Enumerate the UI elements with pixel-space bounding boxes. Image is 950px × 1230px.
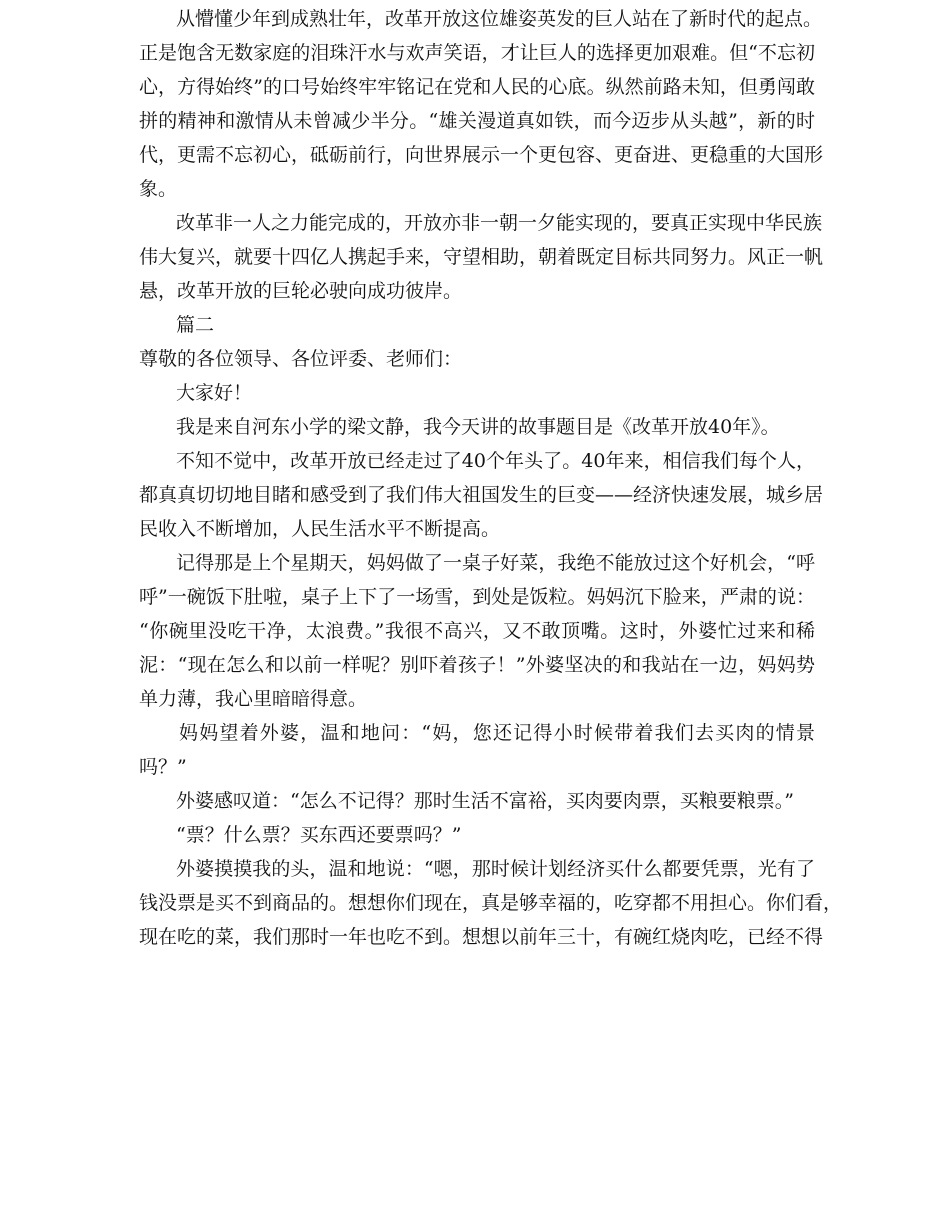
text-line: 从懵懂少年到成熟壮年，改革开放这位雄姿英发的巨人站在了新时代的起点。: [176, 8, 823, 30]
text-line: 大家好！: [176, 382, 253, 404]
text-line: “票？什么票？买东西还要票吗？”: [176, 824, 462, 846]
text-line: 不知不觉中，改革开放已经走过了40个年头了。40年来，相信我们每个人，: [176, 450, 815, 472]
text-line: 伟大复兴，就要十四亿人携起手来，守望相助，朝着既定目标共同努力。风正一帆: [139, 246, 824, 268]
text-line: 改革非一人之力能完成的，开放亦非一朝一夕能实现的，要真正实现中华民族: [176, 212, 823, 234]
text-line: 钱没票是买不到商品的。想想你们现在，真是够幸福的，吃穿都不用担心。你们看，: [139, 892, 843, 914]
text-line: 尊敬的各位领导、各位评委、老师们：: [139, 348, 463, 370]
text-line: 民收入不断增加，人民生活水平不断提高。: [139, 518, 501, 540]
text-line: 正是饱含无数家庭的泪珠汗水与欢声笑语，才让巨人的选择更加艰难。但“不忘初: [139, 42, 815, 64]
text-line: 外婆摸摸我的头，温和地说：“嗯，那时候计划经济买什么都要凭票，光有了: [176, 858, 815, 880]
text-line: 外婆感叹道：“怎么不记得？那时生活不富裕，买肉要肉票，买粮要粮票。”: [176, 790, 794, 812]
text-line: 都真真切切地目睹和感受到了我们伟大祖国发生的巨变——经济快速发展，城乡居: [139, 484, 824, 506]
text-line: 吗？”: [139, 756, 187, 778]
text-line: 单力薄，我心里暗暗得意。: [139, 688, 368, 710]
text-line: 象。: [139, 178, 178, 200]
text-line: 代，更需不忘初心，砥砺前行，向世界展示一个更包容、更奋进、更稳重的大国形: [139, 144, 824, 166]
text-line: 我是来自河东小学的梁文静，我今天讲的故事题目是《改革开放40年》。: [176, 416, 780, 438]
text-line: 妈妈望着外婆，温和地问：“妈，您还记得小时候带着我们去买肉的情景: [179, 722, 815, 744]
text-line: 现在吃的菜，我们那时一年也吃不到。想想以前年三十，有碗红烧肉吃，已经不得: [139, 926, 824, 948]
text-line: 心，方得始终”的口号始终牢牢铭记在党和人民的心底。纵然前路未知，但勇闯敢: [139, 76, 815, 98]
text-line: 悬，改革开放的巨轮必驶向成功彼岸。: [139, 280, 463, 302]
text-line: 泥：“现在怎么和以前一样呢？别吓着孩子！”外婆坚决的和我站在一边，妈妈势: [139, 654, 815, 676]
text-line: “你碗里没吃干净，太浪费。”我很不高兴，又不敢顶嘴。这时，外婆忙过来和稀: [139, 620, 815, 642]
text-line: 拼的精神和激情从未曾减少半分。“雄关漫道真如铁，而今迈步从头越”，新的时: [139, 110, 815, 132]
text-line: 记得那是上个星期天，妈妈做了一桌子好菜，我绝不能放过这个好机会，“呼: [176, 552, 815, 574]
document-body: [139, 3, 843, 955]
text-line: 呼”一碗饭下肚啦，桌子上下了一场雪，到处是饭粒。妈妈沉下脸来，严肃的说：: [139, 586, 815, 608]
text-line: 篇二: [176, 314, 215, 336]
